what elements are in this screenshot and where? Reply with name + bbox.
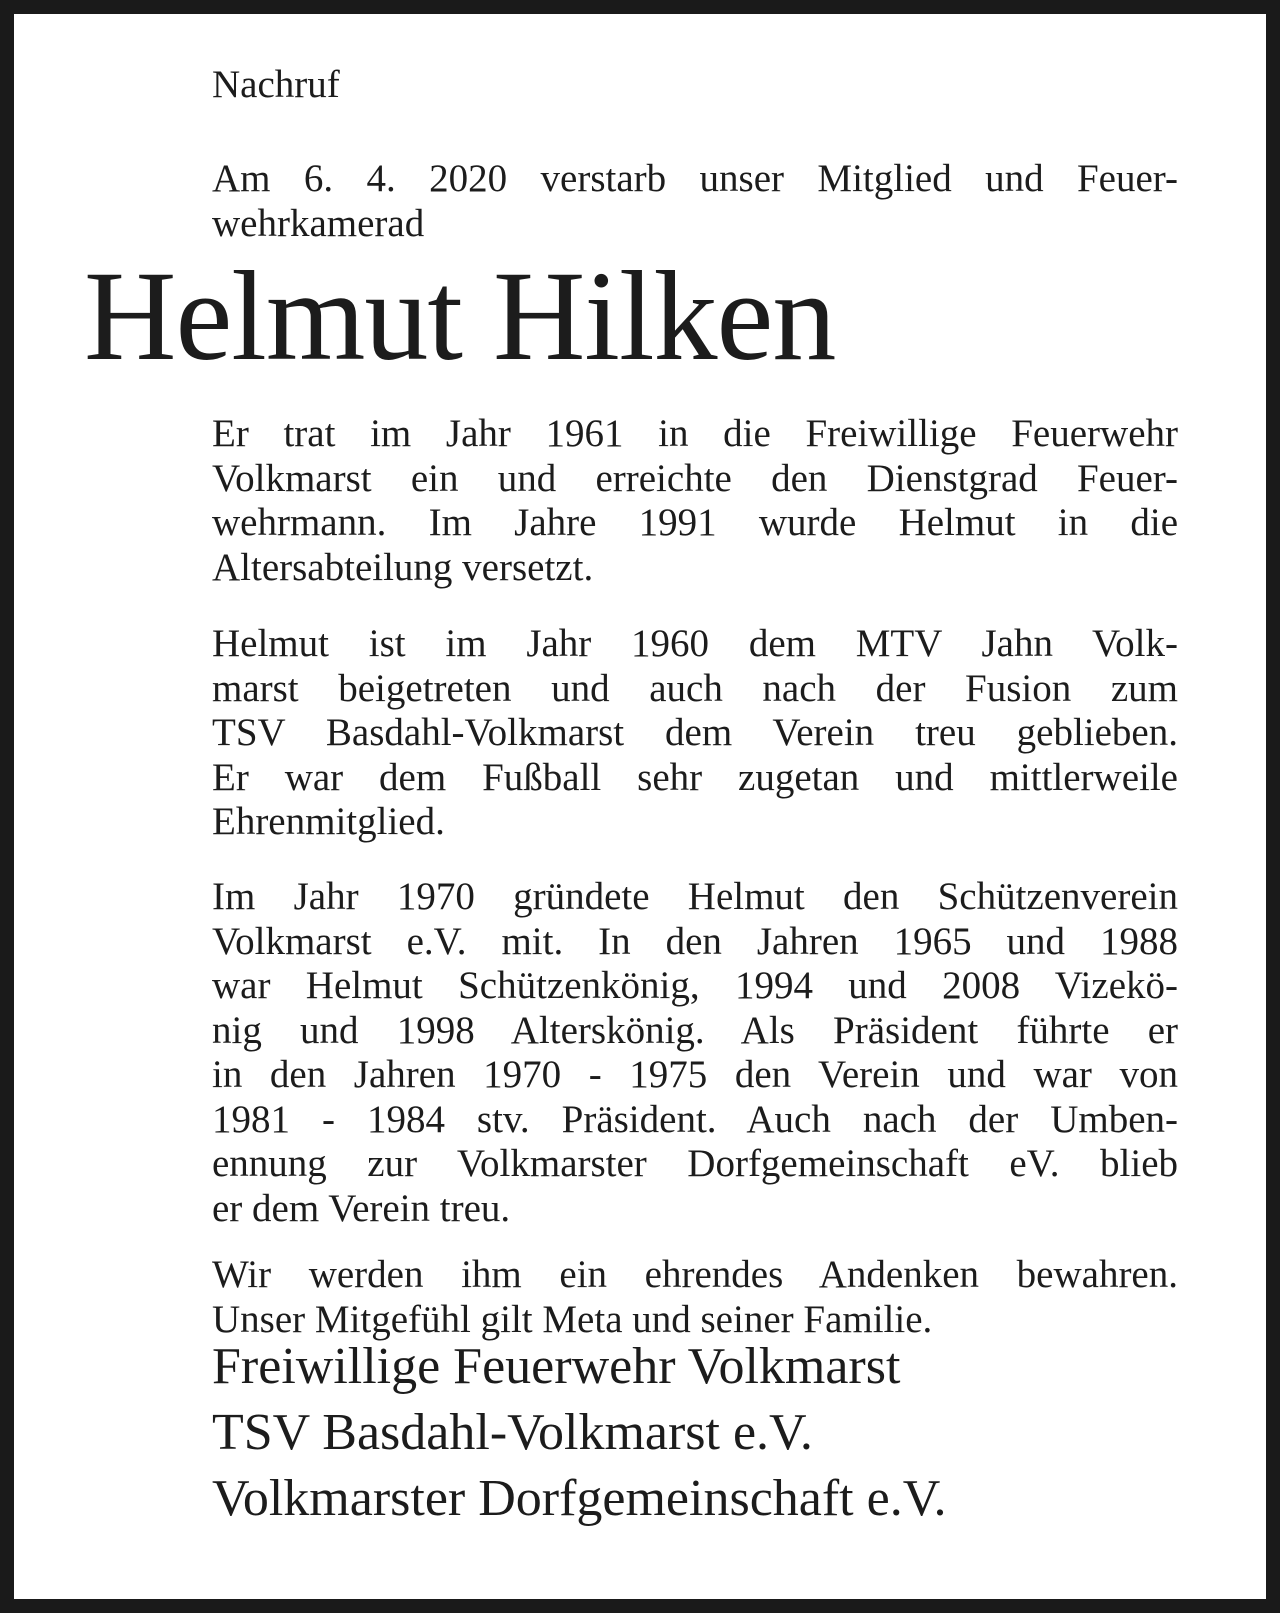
paragraph-sports-club xyxy=(212,622,1178,845)
paragraph-line: Volkmarst e.V. mit. In den Jahren 1965 und 1988 xyxy=(212,919,1178,963)
paragraph-line: Volkmarst ein und erreichte den Dienstgrad Feuer- xyxy=(212,456,1178,500)
signatory: Freiwillige Feuerwehr Volkmarst xyxy=(212,1338,901,1395)
paragraph-line: Im Jahr 1970 gründete Helmut den Schützenverein xyxy=(212,875,1178,918)
signatory: Volkmarster Dorfgemeinschaft e.V. xyxy=(212,1470,947,1527)
paragraph-line: marst beigetreten und auch nach der Fusion zum xyxy=(212,666,1178,710)
deceased-name: Helmut Hilken xyxy=(84,245,836,387)
obituary-content xyxy=(14,14,1266,1599)
paragraph-condolence xyxy=(212,1253,1178,1342)
paragraph-fire-brigade xyxy=(212,412,1178,590)
paragraph-shooting-club xyxy=(212,875,1178,1231)
paragraph-line: Altersabteilung versetzt. xyxy=(212,545,594,589)
intro-text xyxy=(212,157,1178,246)
intro-line: Am 6. 4. 2020 verstarb unser Mitglied und Feuer- xyxy=(212,157,1178,200)
paragraph-line: in den Jahren 1970 - 1975 den Verein und war von xyxy=(212,1053,1178,1096)
paragraph-line: Unser Mitgefühl gilt Meta und seiner Familie. xyxy=(212,1297,933,1341)
paragraph-line: nig und 1998 Alterskönig. Als Präsident führte er xyxy=(212,1008,1178,1052)
paragraph-line: Helmut ist im Jahr 1960 dem MTV Jahn Volk- xyxy=(212,622,1178,665)
paragraph-line: Ehrenmitglied. xyxy=(212,800,445,843)
paragraph-line: Wir werden ihm ein ehrendes Andenken bewahren. xyxy=(212,1253,1178,1296)
paragraph-line: er dem Verein treu. xyxy=(212,1186,511,1230)
signatories-list xyxy=(212,1334,947,1532)
paragraph-line: wehrmann. Im Jahre 1991 wurde Helmut in die xyxy=(212,501,1178,544)
intro-line: wehrkamerad xyxy=(212,201,425,245)
paragraph-line: TSV Basdahl-Volkmarst dem Verein treu geblieben. xyxy=(212,711,1178,754)
paragraph-line: Er trat im Jahr 1961 in die Freiwillige Feuerwehr xyxy=(212,412,1178,455)
paragraph-line: Er war dem Fußball sehr zugetan und mittlerweile xyxy=(212,755,1178,799)
paragraph-line: ennung zur Volkmarster Dorfgemeinschaft eV. blieb xyxy=(212,1142,1178,1185)
signatory: TSV Basdahl-Volkmarst e.V. xyxy=(212,1404,813,1461)
paragraph-line: war Helmut Schützenkönig, 1994 und 2008 Vizekö- xyxy=(212,964,1178,1007)
paragraph-line: 1981 - 1984 stv. Präsident. Auch nach der Umben- xyxy=(212,1097,1178,1141)
notice-label: Nachruf xyxy=(212,63,340,106)
